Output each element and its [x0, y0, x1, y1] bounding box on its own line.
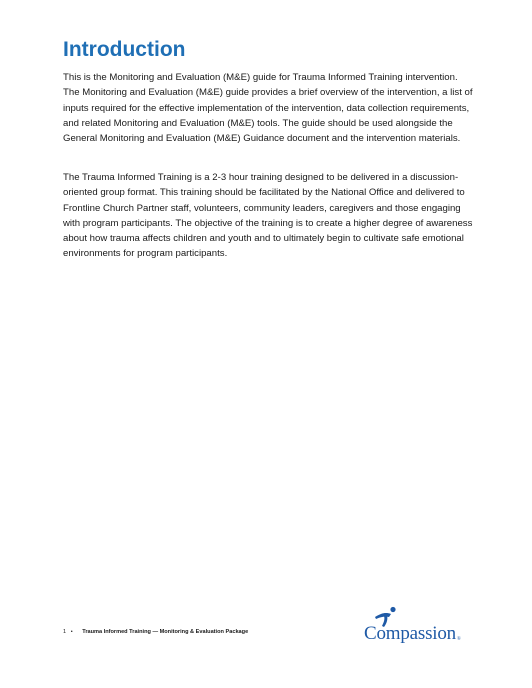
- compassion-logo: [362, 606, 472, 646]
- intro-paragraph-2: The Trauma Informed Training is a 2-3 hour training designed to be delivered in a discussion-oriented group format. This training should be facilitated by the National Office and delivered to Frontline Church Partner staff, volunteers, community leaders, caregivers and those engaging with program participants. The objective of the training is to create a higher degree of awareness about how trauma affects children and youth and to ultimately begin to cultivate safe emotional environments for program participants.: [63, 172, 473, 260]
- footer-document-title: Trauma Informed Training — Monitoring & Evaluation Package: [82, 629, 249, 635]
- trademark-symbol: ®: [456, 637, 461, 642]
- logo-wordmark: Compassion®: [364, 623, 461, 644]
- page-footer: [63, 628, 248, 637]
- intro-paragraph-1: This is the Monitoring and Evaluation (M&E) guide for Trauma Informed Training intervention. The Monitoring and Evaluation (M&E) guide provides a brief overview of the intervention, a list of inputs required for the effective implementation of the intervention, data collection requirements, and related Monitoring and Evaluation (M&E) tools. The guide should be used alongside the General Monitoring and Evaluation (M&E) Guidance document and the intervention materials.: [63, 72, 473, 145]
- page-number: 1: [63, 629, 67, 635]
- page-title: Introduction: [63, 38, 186, 61]
- footer-separator: •: [70, 629, 73, 635]
